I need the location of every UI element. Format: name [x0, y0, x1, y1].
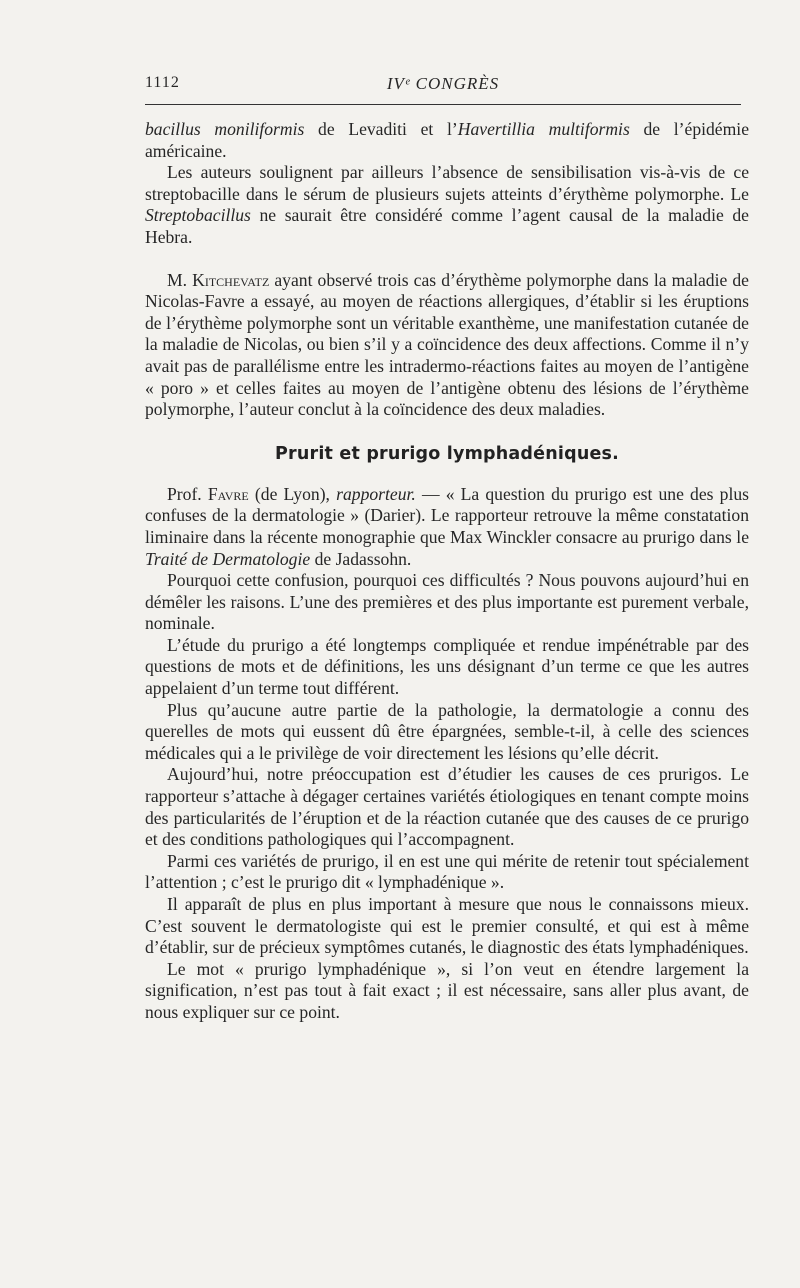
paragraph-10: Il apparaît de plus en plus important à mesure que nous le connaissons mieux. C’est souvent le dermatologiste qui est le premier consulté, et qui est à même d’établir, sur de précieux symptômes cutanés, le diagnostic des états lymphadéniques. [145, 894, 749, 958]
paragraph-7: Plus qu’aucune autre partie de la pathologie, la dermatologie a connu des querelles de mots qui eussent dû être épargnées, semble-t-il, à celle des sciences médicales qui a le privilège de voir directement les lésions qu’elle décrit. [145, 699, 749, 763]
body-text [145, 119, 749, 1024]
paragraph-1: bacillus moniliformis de Levaditi et l’Havertillia multiformis de l’épidémie américaine. [145, 119, 749, 161]
page-header [145, 74, 741, 100]
paragraph-9: Parmi ces variétés de prurigo, il en est une qui mérite de retenir tout spécialement l’attention ; c’est le prurigo dit « lymphadénique ». [145, 850, 749, 893]
paragraph-5: Pourquoi cette confusion, pourquoi ces difficultés ? Nous pouvons aujourd’hui en démêler les raisons. L’une des premières et des plus importante est purement verbale, nominale. [145, 570, 749, 634]
paragraph-4: Prof. Favre (de Lyon), rapporteur. — « La question du prurigo est une des plus confuses de la dermatologie » (Darier). Le rapporteur retrouve la même constatation liminaire dans la récente monographie que Max Winckler consacre au prurigo dans le Traité de Dermatologie de Jadassohn. [145, 483, 749, 569]
author-name: Kitchevatz [192, 269, 270, 290]
paragraph-8: Aujourd’hui, notre préoccupation est d’étudier les causes de ces prurigos. Le rapporteur s’attache à dégager certaines variétés étiologiques en tenant compte moins des particularités de l’éruption et de la réaction cutanée que des causes de ce prurigo et des conditions pathologiques qui l’accompagnent. [145, 764, 749, 850]
author-name: Favre [207, 483, 249, 504]
paragraph-6: L’étude du prurigo a été longtemps compliquée et rendue impénétrable par des questions de mots et de définitions, les uns désignant d’un terme ce que les autres appelaient d’un terme tout différent. [145, 634, 749, 699]
running-head: IVᵉ CONGRÈS [386, 74, 500, 93]
section-title: Prurit et prurigo lymphadéniques. [274, 443, 620, 464]
paragraph-11: Le mot « prurigo lymphadénique », si l’on veut en étendre largement la signification, n’est pas tout à fait exact ; il est nécessaire, sans aller plus avant, de nous expliquer sur ce point. [145, 958, 749, 1022]
paragraph-3: M. Kitchevatz ayant observé trois cas d’érythème polymorphe dans la maladie de Nicolas-Favre a essayé, au moyen de réactions allergiques, d’établir si les éruptions de l’érythème polymorphe sont un véritable exanthème, une manifestation cutanée de la maladie de Nicolas, ou bien s’il y a coïncidence des deux affections. Comme il n’y avait pas de parallélisme entre les intradermo-réactions faites au moyen de l’antigène « poro » et celles faites au moyen de l’antigène obtenu des lésions de l’érythème polymorphe, l’auteur conclut à la coïncidence des deux maladies. [145, 269, 749, 420]
header-rule [145, 104, 741, 105]
page-number: 1112 [145, 74, 180, 91]
paragraph-2: Les auteurs soulignent par ailleurs l’absence de sensibilisation vis-à-vis de ce streptobacille dans le sérum de plusieurs sujets atteints d’érythème polymorphe. Le Streptobacillus ne saurait être considéré comme l’agent causal de la maladie de Hebra. [145, 162, 749, 247]
